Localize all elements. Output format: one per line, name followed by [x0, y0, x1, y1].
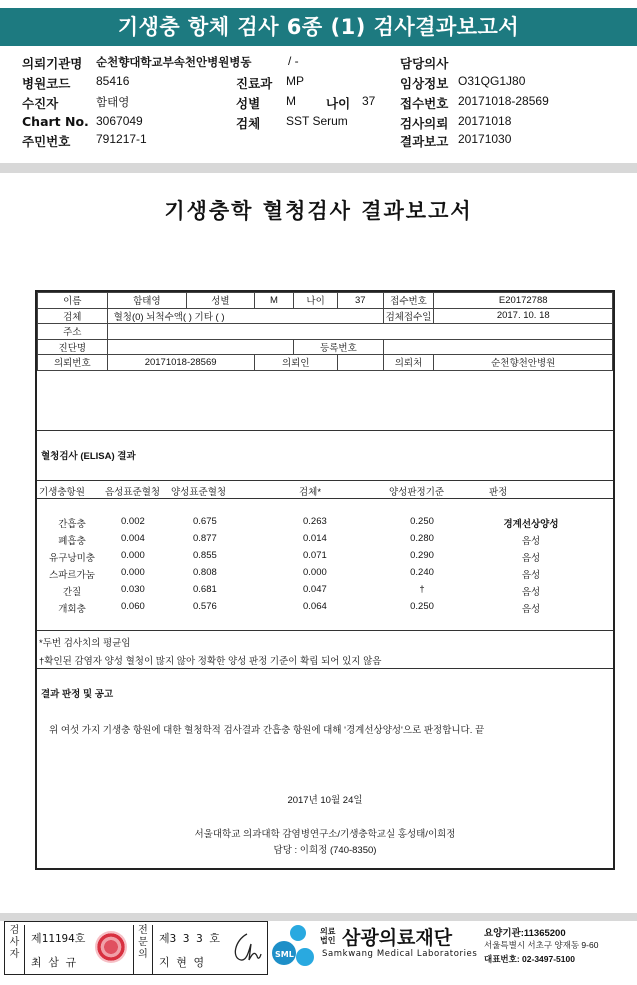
form-row-address [38, 324, 613, 340]
col-cutoff: 양성판정기준 [389, 487, 445, 498]
form-row-name [38, 293, 613, 309]
result-antigen: 개회충 [58, 604, 86, 615]
chart-value: 3067049 [96, 114, 143, 128]
result-cutoff: 0.290 [410, 550, 434, 561]
requester-label: 의뢰기관명 [22, 56, 83, 71]
reg-value [383, 339, 612, 355]
footer-divider [0, 913, 637, 921]
address-label: 주소 [38, 324, 108, 340]
report-frame [35, 290, 615, 870]
header-row-5 [0, 132, 637, 150]
result-antigen: 간흡충 [58, 519, 86, 530]
result-pos: 0.576 [193, 601, 217, 612]
rrn-value: 791217-1 [96, 132, 147, 146]
elisa-title: 혈청검사 (ELISA) 결과 [41, 451, 136, 462]
reg-label: 등록번호 [294, 339, 383, 355]
signature-box [4, 921, 268, 975]
inspector-label: 검사자 [5, 925, 25, 975]
receipt-label: 접수번호 [400, 96, 449, 111]
address-value [107, 324, 612, 340]
age-label: 나이 [326, 96, 351, 111]
col-neg: 음성표준혈청 [105, 487, 161, 498]
form-sex-label: 성별 [187, 293, 255, 309]
request-date-label: 검사의뢰 [400, 116, 449, 131]
hospital-code-label: 병원코드 [22, 76, 71, 91]
result-cutoff: 0.280 [410, 533, 434, 544]
result-specimen: 0.071 [303, 550, 327, 561]
diagnosis-value [107, 339, 294, 355]
req-org-label: 의뢰처 [383, 355, 434, 371]
seal-stamp [95, 931, 127, 963]
report-heading: 기생충학 혈청검사 결과보고서 [164, 198, 473, 223]
report-date-label: 결과보고 [400, 134, 449, 149]
form-requester-label: 의뢰인 [254, 355, 337, 371]
result-specimen: 0.064 [303, 601, 327, 612]
result-judgment: 경계선상양성 [503, 519, 559, 530]
diagnosis-label: 진단명 [38, 339, 108, 355]
conclusion-divider [37, 668, 613, 669]
logo-text: SML [275, 950, 294, 959]
note-average: *두번 검사치의 평균임 [39, 638, 131, 649]
doctor-label: 담당의사 [400, 56, 449, 71]
footer [0, 921, 637, 985]
result-row [37, 567, 613, 583]
care-number: 요양기관:11365200 [484, 928, 566, 939]
specimen-date-label: 검체접수일 [383, 308, 434, 324]
result-cutoff: 0.250 [410, 601, 434, 612]
report-title-bar: 기생충 항체 검사 6종 (1) 검사결과보고서 [0, 8, 637, 46]
result-neg: 0.060 [121, 601, 145, 612]
result-neg: 0.000 [121, 567, 145, 578]
result-neg: 0.004 [121, 533, 145, 544]
form-age-value: 37 [337, 293, 383, 309]
brand-prefix: 의료 법인 [320, 927, 336, 945]
report-date-value: 20171030 [458, 132, 512, 146]
brand-name: 삼광의료재단 [342, 927, 453, 949]
result-antigen: 유구낭미충 [49, 553, 95, 564]
chart-label: Chart No. [22, 114, 89, 129]
report-contact: 담당 : 이희정 (740-8350) [273, 845, 377, 856]
signature-mark [227, 930, 263, 966]
req-org-value: 순천향천안병원 [434, 355, 613, 371]
form-receipt-value: E20172788 [434, 293, 613, 309]
result-row [37, 516, 613, 532]
form-row-diagnosis [38, 339, 613, 355]
result-row [37, 533, 613, 549]
specialist-no: 제3 3 3 호 [159, 932, 220, 945]
result-pos: 0.675 [193, 516, 217, 527]
result-row [37, 601, 613, 617]
ward-value: / - [288, 54, 299, 68]
form-sex-value: M [254, 293, 294, 309]
result-judgment: 음성 [521, 604, 541, 615]
result-specimen: 0.000 [303, 567, 327, 578]
specialist-label: 전문의 [133, 925, 153, 975]
patient-value: 함태영 [96, 95, 130, 109]
request-no-label: 의뢰번호 [38, 355, 108, 371]
col-specimen: 검체* [299, 487, 322, 498]
report-org: 서울대학교 의과대학 감염병연구소/기생충학교실 홍성태/이희정 [194, 829, 456, 840]
result-antigen: 폐흡충 [58, 536, 86, 547]
dept-label: 진료과 [236, 76, 273, 91]
result-antigen: 스파르가눔 [49, 570, 95, 581]
result-specimen: 0.047 [303, 584, 327, 595]
inspector-no: 제11194호 [31, 932, 86, 945]
form-receipt-label: 접수번호 [383, 293, 434, 309]
receipt-value: 20171018-28569 [458, 94, 549, 108]
form-specimen-label: 검체 [38, 308, 108, 324]
result-row [37, 584, 613, 600]
sex-value: M [286, 94, 296, 108]
specimen-value: SST Serum [286, 114, 348, 128]
dept-value: MP [286, 74, 304, 88]
form-specimen-value: 혈청(0) 뇌척수액( ) 기타 ( ) [107, 308, 383, 324]
result-neg: 0.002 [121, 516, 145, 527]
conclusion-title: 결과 판정 및 공고 [41, 689, 114, 700]
request-date-value: 20171018 [458, 114, 512, 128]
result-pos: 0.855 [193, 550, 217, 561]
hospital-code-value: 85416 [96, 74, 130, 88]
patient-label: 수진자 [22, 96, 59, 111]
elisa-section-divider [37, 430, 613, 431]
inspector-name: 최 삼 규 [31, 956, 77, 969]
result-pos: 0.808 [193, 567, 217, 578]
header-row-3 [0, 94, 637, 112]
clinical-value: O31QG1J80 [458, 74, 526, 88]
rrn-label: 주민번호 [22, 134, 71, 149]
name-value: 함태영 [107, 293, 187, 309]
form-age-label: 나이 [294, 293, 338, 309]
results-divider [37, 480, 613, 481]
specimen-label: 검체 [236, 116, 261, 131]
age-value: 37 [362, 94, 376, 108]
requester-value: 순천향대학교부속천안병원병동 [96, 55, 252, 69]
result-pos: 0.877 [193, 533, 217, 544]
note-cutoff: †확인된 감염자 양성 혈청이 많지 않아 정확한 양성 판정 기준이 확립 되어 있지 않음 [39, 656, 382, 667]
sex-label: 성별 [236, 96, 261, 111]
result-cutoff: 0.240 [410, 567, 434, 578]
notes-divider [37, 630, 613, 631]
request-no-value: 20171018-28569 [107, 355, 254, 371]
form-row-request [38, 355, 613, 371]
patient-header [0, 52, 637, 162]
result-specimen: 0.014 [303, 533, 327, 544]
result-cutoff: † [419, 584, 425, 595]
clinical-label: 임상정보 [400, 76, 449, 91]
result-antigen: 간질 [62, 587, 82, 598]
brand-english: Samkwang Medical Laboratories [322, 949, 478, 959]
result-pos: 0.681 [193, 584, 217, 595]
conclusion-text: 위 여섯 가지 기생충 항원에 대한 혈청학적 검사결과 간흡충 항원에 대해 '경계선상양성'으로 판정합니다. 끝 [49, 725, 485, 736]
result-row [37, 550, 613, 566]
phone: 대표번호: 02-3497-5100 [484, 954, 575, 964]
specialist-name: 지 현 영 [159, 956, 205, 969]
results-header-divider [37, 498, 613, 499]
header-row-4 [0, 114, 637, 132]
result-specimen: 0.263 [303, 516, 327, 527]
result-neg: 0.000 [121, 550, 145, 561]
col-pos: 양성표준혈청 [171, 487, 227, 498]
header-divider [0, 163, 637, 173]
result-neg: 0.030 [121, 584, 145, 595]
result-judgment: 음성 [521, 587, 541, 598]
result-cutoff: 0.250 [410, 516, 434, 527]
address: 서울특별시 서초구 양재동 9-60 [484, 940, 599, 950]
report-date: 2017년 10월 24일 [287, 795, 363, 806]
result-judgment: 음성 [521, 570, 541, 581]
result-judgment: 음성 [521, 553, 541, 564]
specimen-date-value: 2017. 10. 18 [434, 308, 613, 324]
result-judgment: 음성 [521, 536, 541, 547]
col-judgment: 판정 [489, 487, 508, 498]
form-row-specimen [38, 308, 613, 324]
patient-info-table [37, 292, 613, 371]
header-row-1 [0, 54, 637, 72]
form-requester-value [337, 355, 383, 371]
name-label: 이름 [38, 293, 108, 309]
header-row-2 [0, 74, 637, 92]
col-antigen: 기생충항원 [39, 487, 85, 498]
sml-logo-icon [272, 923, 316, 971]
